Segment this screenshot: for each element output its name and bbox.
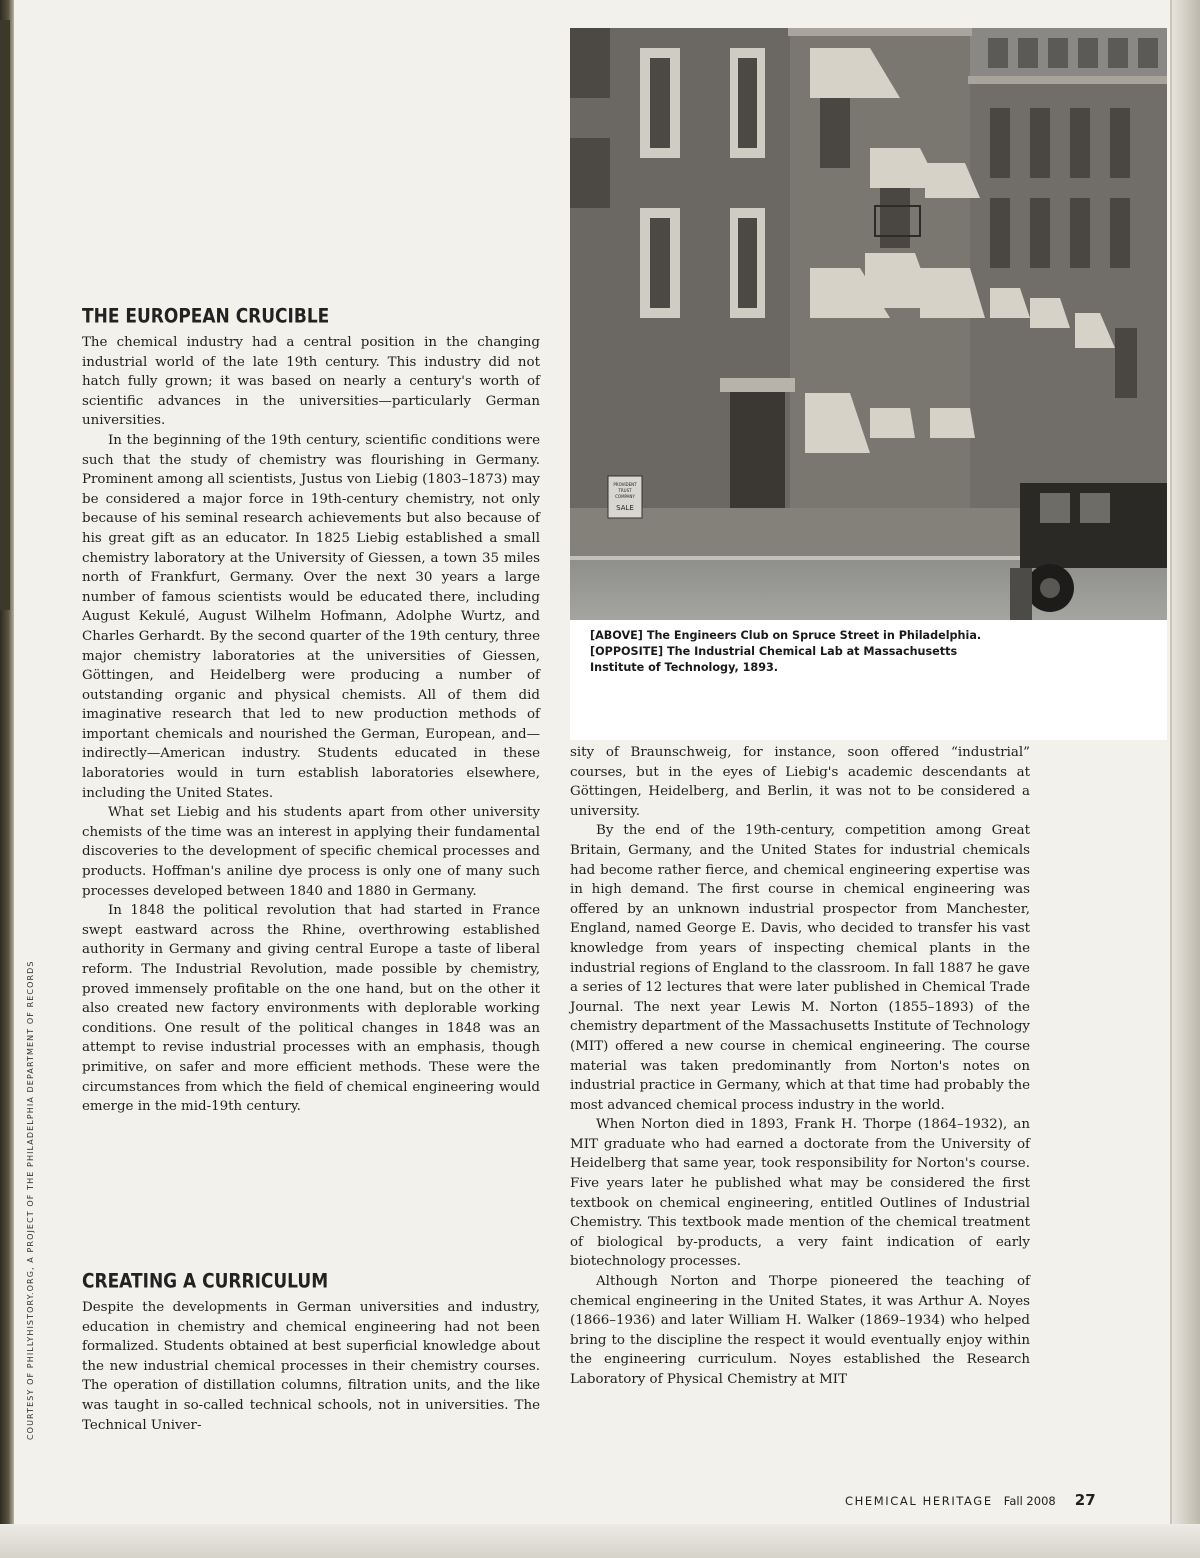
page-edge-bottom (0, 1524, 1200, 1558)
paragraph: In the beginning of the 19th century, scientific conditions were such that the study of chemistry was flourishing in Germany. Prominent among all scientists, Justus von Liebig (1803–1873) may be considered a major force in 19th-century chemistry, not only because of his seminal research achievements but also because of his great gift as an educator. In 1825 Liebig established a small chemistry laboratory at the University of Giessen, a town 35 miles north of Frankfurt, Germany. Over the next 30 years a large number of famous scientists would be educated there, including August Kekulé, August Wilhelm Hofmann, Adolphe Wurtz, and Charles Gerhardt. By the second quarter of the 19th century, three major chemistry laboratories at the universities of Giessen, Göttingen, and Heidelberg were producing a number of outstanding organic and physical chemists. All of them did imaginative research that led to new production methods of important chemicals and nourished the German, European, and—indirectly—American industry. Students educated in these laboratories would in turn establish laboratories elsewhere, including the United States. (82, 432, 540, 801)
page-edge-right (1170, 0, 1200, 1558)
magazine-name: CHEMICAL HERITAGE (845, 1494, 993, 1508)
paragraph: By the end of the 19th-century, competition among Great Britain, Germany, and the United States for industrial chemicals had become rather fierce, and chemical engineering expertise was in high demand. The first course in chemical engineering was offered by an unknown industrial prospector from Manchester, England, named George E. Davis, who decided to transfer his vast knowledge from years of inspecting chemical plants in the industrial regions of England to the classroom. In fall 1887 he gave a series of 12 lectures that were later published in Chemical Trade Journal. The next year Lewis M. Norton (1855–1893) of the chemistry department of the Massachusetts Institute of Technology (MIT) offered a new course in chemical engineering. The course material was taken predominantly from Norton's notes on industrial practice in Germany, which at that time had probably the most advanced chemical process industry in the world. (570, 823, 1030, 1113)
caption-opposite: [OPPOSITE] The Industrial Chemical Lab at Massachusetts Institute of Technology, 1893. (590, 645, 958, 674)
right-column-text (570, 743, 1030, 1390)
photo-caption (590, 628, 1010, 676)
issue-label: Fall 2008 (1003, 1494, 1056, 1508)
sign-text-4: SALE (616, 504, 634, 512)
heading-creating-a-curriculum: CREATING A CURRICULUM (82, 1270, 329, 1293)
paragraph: In 1848 the political revolution that had started in France swept eastward across the Rhine, overthrowing established authority in Germany and giving central Europe a taste of liberal reform. The Industrial Revolution, made possible by chemistry, proved immensely profitable on the one hand, but on the other it also created new factory environments with deplorable working conditions. One result of the political changes in 1848 was an attempt to revise industrial processes with an emphasis, though primitive, on safer and more efficient methods. These were the circumstances from which the field of chemical engineering would emerge in the mid-19th century. (82, 903, 540, 1115)
sign-text-2: TRUST (618, 488, 632, 493)
sign-text-3: COMPANY (615, 494, 635, 499)
european-crucible-text (82, 333, 540, 1117)
sign-text-1: PROVIDENT (613, 482, 637, 487)
paragraph: When Norton died in 1893, Frank H. Thorpe (1864–1932), an MIT graduate who had earned a doctorate from the University of Heidelberg that same year, took responsibility for Norton's course. Five years later he published what may be considered the first textbook on chemical engineering, entitled Outlines of Industrial Chemistry. This textbook made mention of the chemical treatment of biological by-products, a very faint indication of early biotechnology processes. (570, 1117, 1030, 1270)
caption-above: [ABOVE] The Engineers Club on Spruce Street in Philadelphia. (590, 629, 982, 642)
curriculum-text (82, 1298, 540, 1435)
paragraph: The chemical industry had a central position in the changing industrial world of the late 19th century. This industry did not hatch fully grown; it was based on nearly a century's worth of scientific advances in the universities—particularly German universities. (82, 335, 540, 429)
page-footer (845, 1490, 1096, 1509)
heading-european-crucible: THE EUROPEAN CRUCIBLE (82, 305, 330, 328)
page-number: 27 (1074, 1491, 1096, 1509)
paragraph: Despite the developments in German universities and industry, education in chemistry and chemical engineering had not been formalized. Students obtained at best superficial knowledge about the new industrial chemical processes in their chemistry courses. The operation of distillation columns, filtration units, and the like was taught in so-called technical schools, not in universities. The Technical Univer- (82, 1300, 540, 1433)
binding-shadow (0, 20, 10, 610)
paragraph: What set Liebig and his students apart from other university chemists of the time was an interest in applying their fundamental discoveries to the development of specific chemical processes and products. Hoffman's aniline dye process is only one of many such processes developed between 1840 and 1880 in Germany. (82, 805, 540, 899)
photo-credit: COURTESY OF PHILLYHISTORY.ORG, A PROJECT OF THE PHILADELPHIA DEPARTMENT OF RECORDS (26, 960, 35, 1440)
paragraph: Although Norton and Thorpe pioneered the teaching of chemical engineering in the United States, it was Arthur A. Noyes (1866–1936) and later William H. Walker (1869–1934) who helped bring to the discipline the respect it would eventually enjoy within the engineering curriculum. Noyes established the Research Laboratory of Physical Chemistry at MIT (570, 1274, 1030, 1387)
paragraph: sity of Braunschweig, for instance, soon offered “industrial” courses, but in the eyes of Liebig's academic descendants at Göttingen, Heidelberg, and Berlin, it was not to be considered a university. (570, 745, 1030, 819)
page-edge-line (1170, 0, 1172, 1558)
engineers-club-photo (570, 28, 1167, 620)
